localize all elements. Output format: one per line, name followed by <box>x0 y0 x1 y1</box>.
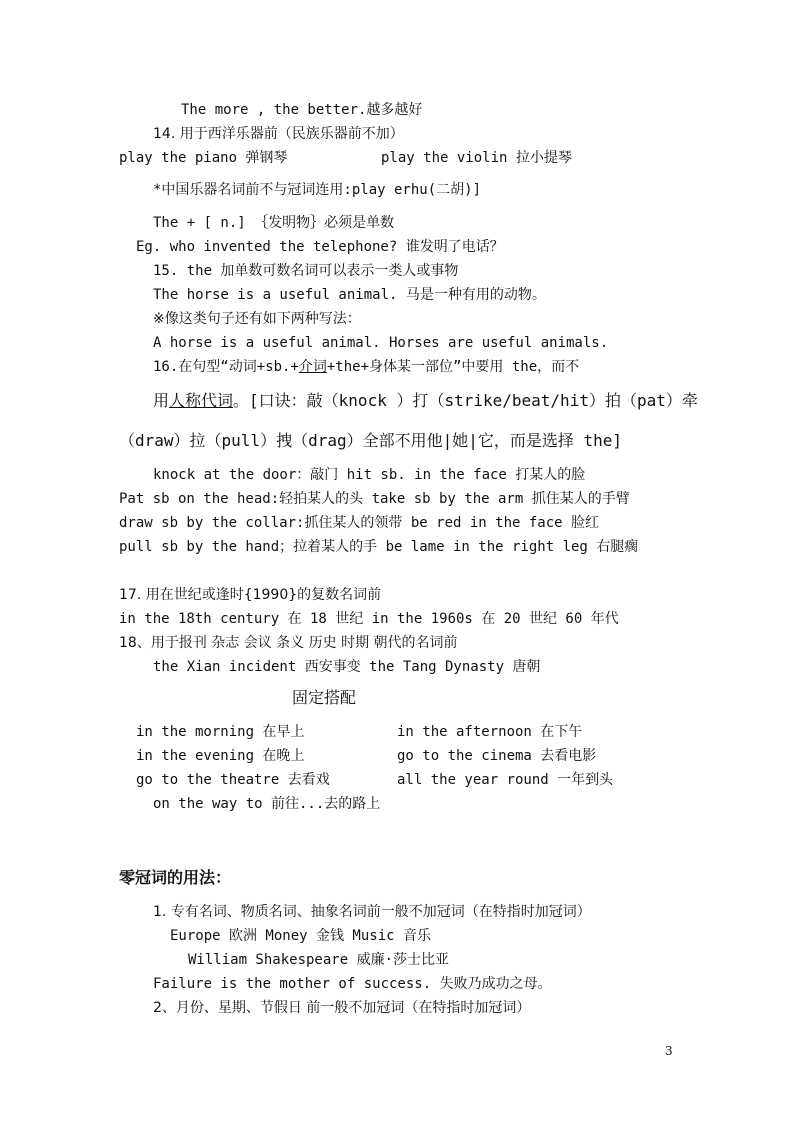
text-line: draw sb by the collar:抓住某人的领带 be red in the face 脸红 <box>119 515 600 531</box>
text-line <box>153 391 698 411</box>
text-line <box>153 357 579 377</box>
text-line: William Shakespeare 威廉·莎士比亚 <box>188 952 450 968</box>
text-line: 17. 用在世纪或逢时{1990}的复数名词前 <box>119 587 382 603</box>
text-line: The horse is a useful animal. 马是一种有用的动物。 <box>153 287 546 303</box>
text-line: Europe 欧洲 Money 金钱 Music 音乐 <box>170 928 432 944</box>
text-line: （draw）拉（pull）拽（drag）全部不用他|她|它，而是选择 the] <box>119 431 623 450</box>
text-line: go to the cinema 去看电影 <box>397 748 597 764</box>
text-run: 16.在句型“动词+sb.+ <box>153 359 299 375</box>
text-line: 1. 专有名词、物质名词、抽象名词前一般不加冠词（在特指时加冠词） <box>153 904 591 920</box>
text-line: in the morning 在早上 <box>136 724 305 740</box>
text-line: all the year round 一年到头 <box>397 772 614 788</box>
text-line: *中国乐器名词前不与冠词连用:play erhu(二胡)] <box>153 182 482 198</box>
text-line: 15. the 加单数可数名词可以表示一类人或事物 <box>153 263 459 279</box>
text-line: play the piano 弹钢琴 <box>119 150 288 166</box>
page-number: 3 <box>665 1044 673 1058</box>
text-line: go to the theatre 去看戏 <box>136 772 330 788</box>
text-line: Pat sb on the head:轻拍某人的头 take sb by the arm 抓住某人的手臂 <box>119 491 630 507</box>
text-line: 18、用于报刊 杂志 会议 条义 历史 时期 朝代的名词前 <box>119 635 458 651</box>
text-line: knock at the door：敲门 hit sb. in the face 打某人的脸 <box>153 467 586 483</box>
text-line: play the violin 拉小提琴 <box>381 150 572 166</box>
text-line: The more , the better.越多越好 <box>181 102 423 118</box>
text-line: in the evening 在晚上 <box>136 748 305 764</box>
text-line: in the 18th century 在 18 世纪 in the 1960s 在 20 世纪 60 年代 <box>119 611 619 627</box>
underlined-term: 介词 <box>298 359 327 375</box>
text-run: 。[口诀：敲（knock ）打（strike/beat/hit）拍（pat）牵 <box>233 391 698 410</box>
underlined-term: 人称代词 <box>169 391 234 410</box>
text-line: 14. 用于西洋乐器前（民族乐器前不加） <box>153 126 404 142</box>
text-line: the Xian incident 西安事变 the Tang Dynasty 唐朝 <box>153 659 541 675</box>
text-run: +the+身体某一部位”中要用 the，而不 <box>326 359 580 375</box>
text-line: Failure is the mother of success. 失败乃成功之母。 <box>153 976 552 992</box>
text-line: 2、月份、星期、节假日 前一般不加冠词（在特指时加冠词） <box>153 1000 531 1016</box>
section-subtitle: 固定搭配 <box>292 688 357 707</box>
text-line: A horse is a useful animal. Horses are useful animals. <box>153 335 609 351</box>
text-line: in the afternoon 在下午 <box>397 724 583 740</box>
text-run: 用 <box>153 391 170 410</box>
text-line: pull sb by the hand；拉着某人的手 be lame in the right leg 右腿瘸 <box>119 539 639 555</box>
section-heading: 零冠词的用法： <box>119 868 232 887</box>
text-line: The + [ n.] ｛发明物｝必须是单数 <box>153 215 395 231</box>
text-line: on the way to 前往...去的路上 <box>153 796 381 812</box>
text-line: ※像这类句子还有如下两种写法： <box>153 311 361 327</box>
text-line: Eg. who invented the telephone? 谁发明了电话？ <box>136 239 504 255</box>
